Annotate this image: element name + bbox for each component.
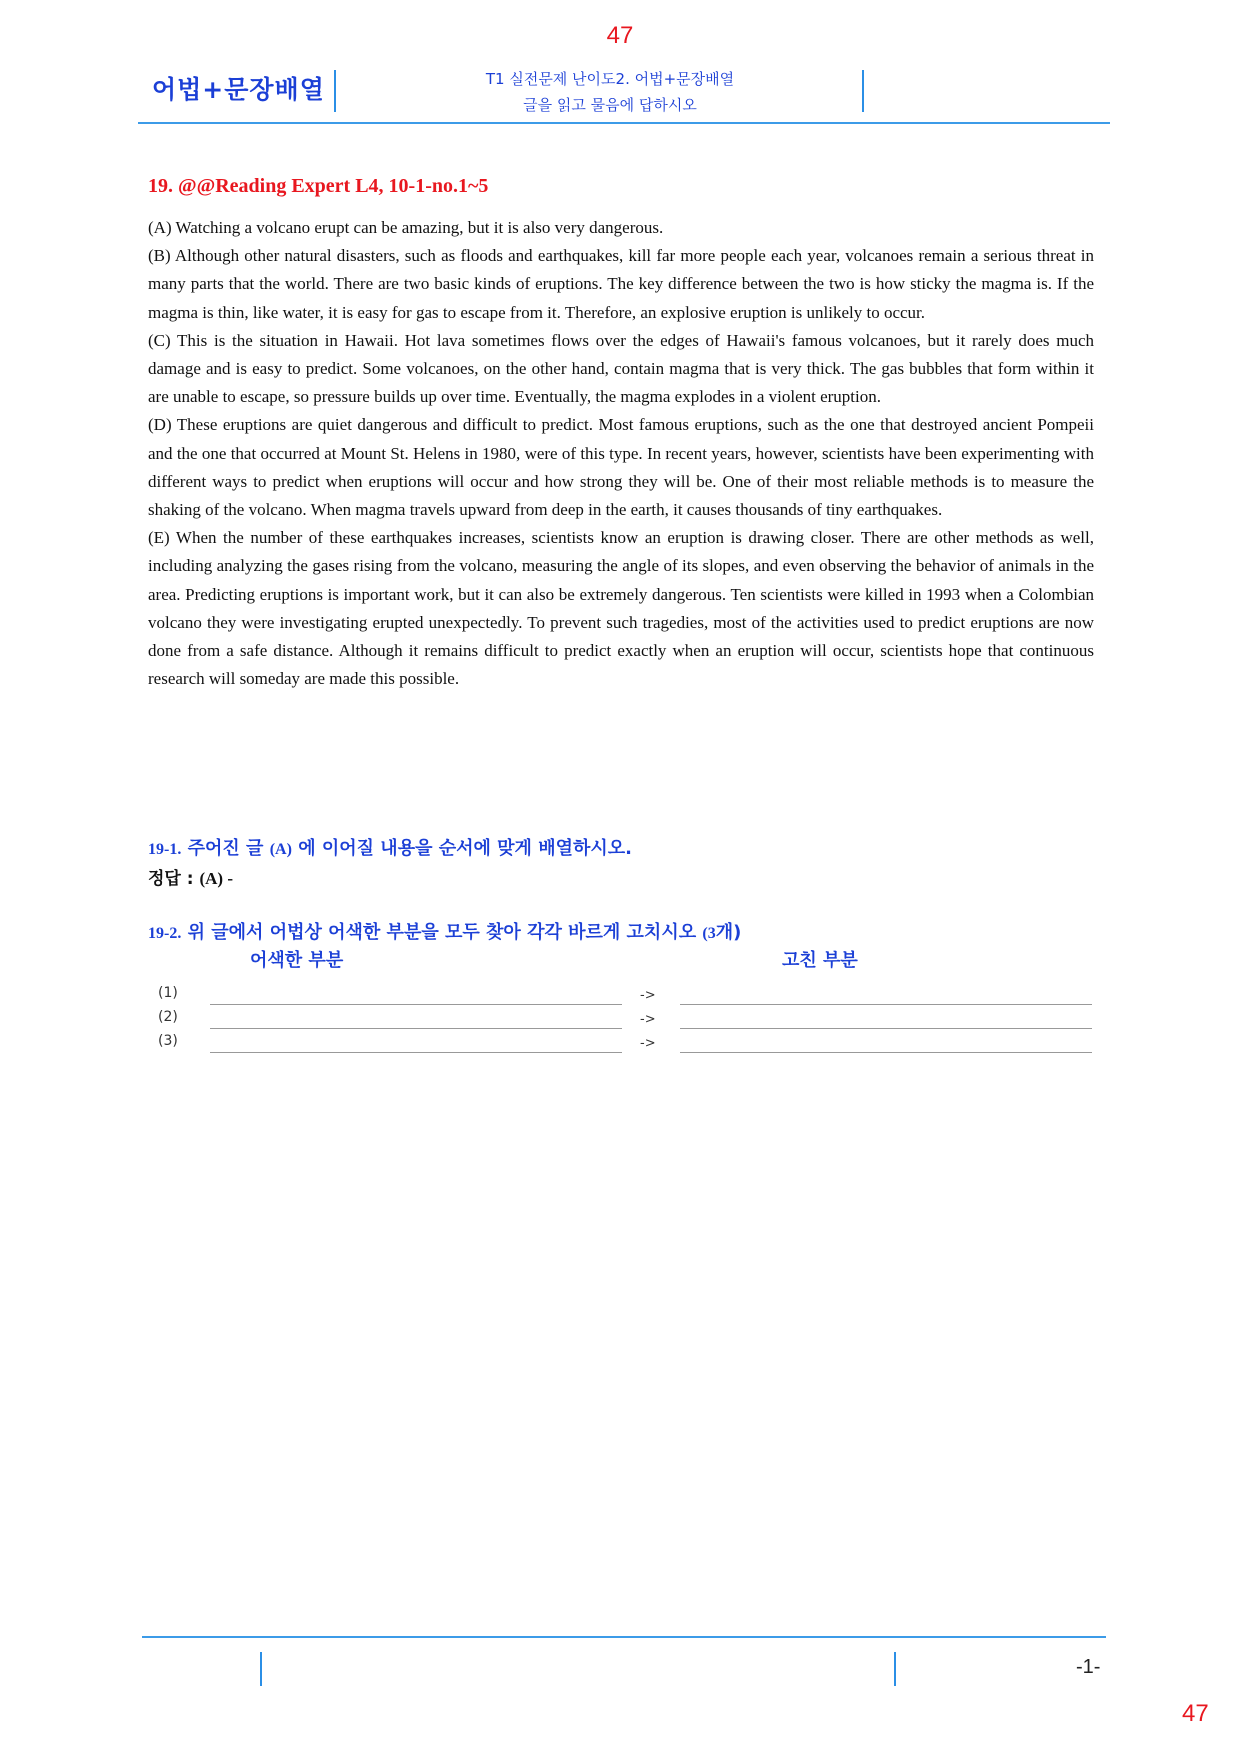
section-title: 어법+문장배열: [152, 75, 325, 104]
paragraph-e: (E) When the number of these earthquakes increases, scientists know an eruption is drawing closer. There are other methods as well, including analyzing the gases rising from the volcano, measuring the angle of its slopes, and even observing the behavior of animals in the area. Predicting eruptions is important work, but it can also be extremely dangerous. Ten scientists were killed in 1993 when a Colombian volcano they were investigating erupted unexpectedly. To prevent such tragedies, most of the activities used to predict eruptions are now done from a safe distance. Although it remains difficult to predict exactly when an eruption will occur, scientists hope that continuous research will someday are made this possible.: [148, 528, 1094, 689]
row-label-1: (1): [158, 985, 178, 1001]
header-rule: [138, 122, 1110, 124]
header-instruction: 글을 읽고 물음에 답하시오: [523, 96, 697, 114]
answer-blank-fixed-1[interactable]: [680, 1004, 1092, 1005]
answer-blank-wrong-1[interactable]: [210, 1004, 622, 1005]
header-subtitle: T1 실전문제 난이도2. 어법+문장배열: [485, 70, 735, 88]
column-header-wrong: 어색한 부분: [250, 950, 344, 971]
page-number-top: 47: [606, 22, 634, 49]
answer-value: (A) -: [199, 869, 233, 888]
subquestion-2-number: 19-2.: [148, 925, 182, 942]
arrow-3: ->: [640, 1036, 656, 1051]
subquestion-1-number: 19-1.: [148, 841, 182, 858]
paragraph-d: (D) These eruptions are quiet dangerous and difficult to predict. Most famous eruptions, such as the one that destroyed ancient Pompeii and the one that occurred at Mount St. Helens in 1980, were of this type. In recent years, however, scientists have been experimenting with different ways to predict when eruptions will occur and how strong they will be. One of their most reliable methods is to measure the shaking of the volcano. When magma travels upward from deep in the earth, it causes thousands of tiny earthquakes.: [148, 415, 1094, 520]
page-number-bottom: 47: [1182, 1700, 1209, 1727]
arrow-2: ->: [640, 1012, 656, 1027]
subquestion-2-paren: (3: [702, 925, 716, 942]
paragraph-a: (A) Watching a volcano erupt can be amazing, but it is also very dangerous.: [148, 218, 664, 237]
footer-page-label: -1-: [1076, 1656, 1101, 1678]
subquestion-1-text-b: 에 이어질 내용을 순서에 맞게 배열하시오.: [298, 838, 632, 859]
subquestion-2-text-b: 개): [715, 922, 742, 943]
column-header-fixed: 고친 부분: [782, 950, 858, 971]
subquestion-1-text-a: 주어진 글: [187, 838, 264, 859]
subquestion-1: [148, 834, 632, 860]
subquestion-2-text-a: 위 글에서 어법상 어색한 부분을 모두 찾아 각각 바르게 고치시오: [187, 922, 697, 943]
subquestion-1-paren: (A): [269, 841, 292, 858]
row-label-2: (2): [158, 1009, 178, 1025]
answer-blank-fixed-2[interactable]: [680, 1028, 1092, 1029]
answer-blank-wrong-3[interactable]: [210, 1052, 622, 1053]
answer-blank-fixed-3[interactable]: [680, 1052, 1092, 1053]
passage: [148, 214, 1094, 693]
paragraph-c: (C) This is the situation in Hawaii. Hot lava sometimes flows over the edges of Hawaii's famous volcanoes, but it rarely does much damage and is easy to predict. Some volcanoes, on the other hand, contain magma that is very thick. The gas bubbles that form within it are unable to escape, so pressure builds up over time. Eventually, the magma explodes in a violent eruption.: [148, 330, 1094, 407]
paragraph-b: (B) Although other natural disasters, such as floods and earthquakes, kill far more people each year, volcanoes remain a serious threat in many parts that the world. There are two basic kinds of eruptions. The key difference between the two is how sticky the magma is. If the magma is thin, like water, it is easy for gas to escape from it. Therefore, an explosive eruption is unlikely to occur.: [148, 246, 1094, 322]
arrow-1: ->: [640, 988, 656, 1003]
answer-line: [148, 864, 233, 889]
footer-divider-right: [894, 1652, 896, 1686]
answer-blank-wrong-2[interactable]: [210, 1028, 622, 1029]
question-title: 19. @@Reading Expert L4, 10-1-no.1~5: [148, 175, 489, 197]
row-label-3: (3): [158, 1033, 178, 1049]
footer-divider-left: [260, 1652, 262, 1686]
answer-label: 정답 :: [148, 869, 194, 889]
header-divider-left: [334, 70, 336, 112]
footer-rule: [142, 1636, 1106, 1638]
subquestion-2: [148, 918, 741, 944]
header-divider-right: [862, 70, 864, 112]
